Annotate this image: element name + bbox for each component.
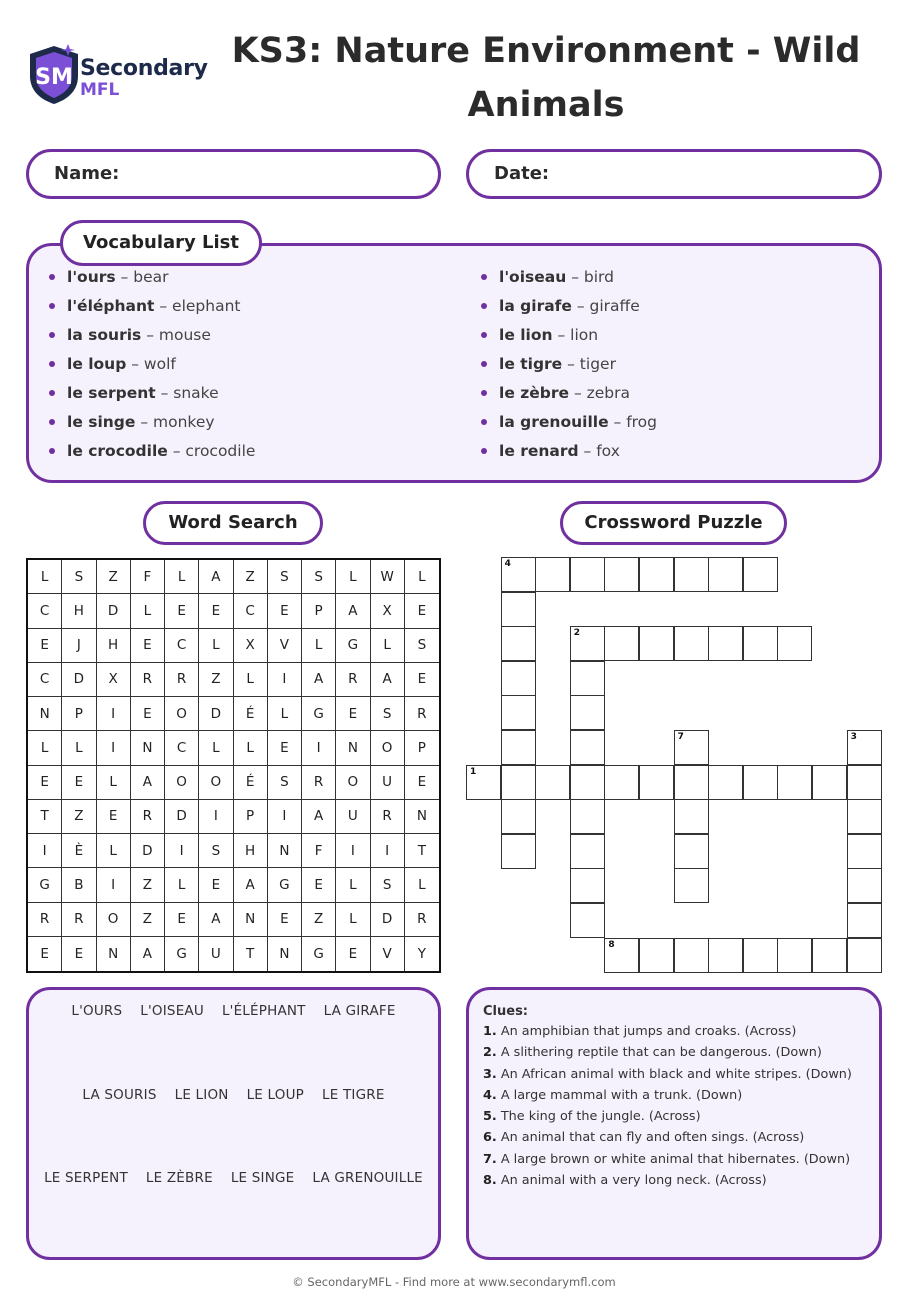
word-bank-item: L'OISEAU bbox=[140, 1003, 204, 1019]
vocabulary-heading: Vocabulary List bbox=[60, 220, 262, 266]
name-field[interactable] bbox=[26, 149, 441, 199]
word-search-cell[interactable]: T bbox=[405, 834, 439, 868]
word-search-cell[interactable]: O bbox=[371, 731, 405, 765]
crossword-cell[interactable] bbox=[812, 938, 847, 973]
word-search-cell[interactable]: C bbox=[28, 663, 62, 697]
word-search-cell[interactable]: P bbox=[302, 594, 336, 628]
crossword-cell[interactable] bbox=[847, 765, 882, 800]
word-search-cell[interactable]: E bbox=[165, 594, 199, 628]
crossword-cell[interactable] bbox=[501, 557, 536, 592]
word-search-cell[interactable]: C bbox=[165, 629, 199, 663]
word-search-cell[interactable]: R bbox=[165, 663, 199, 697]
vocab-item: l'ours – bear bbox=[49, 266, 255, 295]
word-search-cell[interactable]: U bbox=[336, 800, 370, 834]
word-search-cell[interactable]: L bbox=[165, 868, 199, 902]
crossword-cell[interactable] bbox=[501, 834, 536, 869]
crossword-heading: Crossword Puzzle bbox=[560, 501, 787, 545]
word-search-cell[interactable]: I bbox=[97, 731, 131, 765]
word-search-cell[interactable]: A bbox=[302, 800, 336, 834]
word-bank-item: LE SERPENT bbox=[44, 1170, 128, 1186]
crossword-cell[interactable] bbox=[639, 765, 674, 800]
crossword-cell[interactable] bbox=[708, 626, 743, 661]
clue-item: 1. An amphibian that jumps and croaks. (Across) bbox=[483, 1024, 797, 1039]
vocab-item: la grenouille – frog bbox=[481, 411, 657, 440]
vocab-column-right bbox=[481, 266, 657, 469]
word-search-cell[interactable]: G bbox=[268, 868, 302, 902]
word-search-cell[interactable]: E bbox=[268, 903, 302, 937]
clue-item: 5. The king of the jungle. (Across) bbox=[483, 1109, 701, 1125]
vocab-item: le crocodile – crocodile bbox=[49, 440, 255, 469]
word-search-cell[interactable]: N bbox=[131, 731, 165, 765]
word-search-cell[interactable]: D bbox=[199, 697, 233, 731]
word-search-cell[interactable]: G bbox=[165, 937, 199, 971]
word-search-cell[interactable]: G bbox=[28, 868, 62, 902]
word-bank-row bbox=[29, 1170, 438, 1186]
crossword-cell[interactable] bbox=[570, 557, 605, 592]
word-search-cell[interactable]: L bbox=[336, 903, 370, 937]
word-search-cell[interactable]: D bbox=[371, 903, 405, 937]
word-search-cell[interactable]: R bbox=[336, 663, 370, 697]
word-search-cell[interactable]: N bbox=[268, 937, 302, 971]
word-search-cell[interactable]: S bbox=[405, 629, 439, 663]
crossword-cell[interactable] bbox=[847, 834, 882, 869]
word-search-cell[interactable]: L bbox=[97, 766, 131, 800]
crossword-clue-number: 3 bbox=[850, 732, 857, 742]
word-search-cell[interactable]: Y bbox=[417, 945, 426, 962]
word-search-cell[interactable]: L bbox=[199, 629, 233, 663]
word-search-cell[interactable]: N bbox=[336, 731, 370, 765]
crossword-cell[interactable] bbox=[743, 765, 778, 800]
crossword-cell[interactable] bbox=[535, 765, 570, 800]
crossword-clue-number: 2 bbox=[573, 628, 581, 639]
vocab-item: l'éléphant – elephant bbox=[49, 295, 255, 324]
crossword-cell[interactable] bbox=[708, 938, 743, 973]
vocab-item: la souris – mouse bbox=[49, 324, 255, 353]
word-search-cell[interactable]: L bbox=[97, 834, 131, 868]
word-search-cell[interactable]: A bbox=[234, 868, 268, 902]
word-search-cell[interactable]: C bbox=[28, 594, 62, 628]
word-search-cell[interactable]: E bbox=[28, 766, 62, 800]
word-search-cell[interactable]: E bbox=[131, 629, 165, 663]
word-search-heading: Word Search bbox=[143, 501, 323, 545]
crossword-cell[interactable] bbox=[604, 765, 639, 800]
word-search-cell[interactable]: L bbox=[336, 560, 370, 594]
word-search-cell[interactable]: R bbox=[302, 766, 336, 800]
crossword-cell[interactable] bbox=[847, 799, 882, 834]
vocab-item: le zèbre – zebra bbox=[481, 382, 657, 411]
word-search-cell[interactable]: I bbox=[199, 800, 233, 834]
crossword-cell[interactable] bbox=[674, 557, 709, 592]
word-search-cell[interactable]: R bbox=[405, 697, 439, 731]
clue-item: 2. A slithering reptile that can be dangerous. (Down) bbox=[483, 1045, 822, 1061]
word-search-cell[interactable]: L bbox=[234, 731, 268, 765]
vocab-item: le loup – wolf bbox=[49, 353, 255, 382]
word-search-cell[interactable]: E bbox=[28, 937, 62, 971]
word-search-cell[interactable]: I bbox=[302, 731, 336, 765]
word-search-cell[interactable]: C bbox=[165, 731, 199, 765]
word-search-cell[interactable]: Z bbox=[62, 800, 96, 834]
word-search-cell[interactable]: L bbox=[28, 560, 62, 594]
crossword-cell[interactable] bbox=[674, 868, 709, 903]
crossword-cell[interactable] bbox=[501, 592, 536, 627]
word-search-cell[interactable]: P bbox=[405, 731, 439, 765]
crossword-cell[interactable] bbox=[570, 903, 605, 938]
word-search-cell[interactable]: R bbox=[405, 903, 439, 937]
crossword-cell[interactable] bbox=[570, 626, 605, 661]
word-search-cell[interactable]: X bbox=[234, 629, 268, 663]
word-search-cell[interactable]: L bbox=[234, 663, 268, 697]
word-search-cell[interactable]: Z bbox=[131, 868, 165, 902]
word-search-cell[interactable]: L bbox=[405, 560, 439, 594]
word-search-cell[interactable]: E bbox=[97, 800, 131, 834]
word-search-cell[interactable]: N bbox=[97, 937, 131, 971]
word-bank-item: LA GRENOUILLE bbox=[312, 1170, 423, 1186]
crossword-cell[interactable] bbox=[501, 626, 536, 661]
crossword-clue-number: 1 bbox=[470, 766, 477, 777]
vocab-item: le renard – fox bbox=[481, 440, 657, 469]
word-search-cell[interactable]: U bbox=[371, 766, 405, 800]
word-search-cell[interactable]: V bbox=[371, 937, 405, 971]
vocab-item: le lion – lion bbox=[481, 324, 657, 353]
word-search-cell[interactable]: A bbox=[371, 663, 405, 697]
word-search-cell[interactable]: E bbox=[131, 697, 165, 731]
crossword-cell[interactable] bbox=[674, 834, 709, 869]
crossword-cell[interactable] bbox=[847, 730, 882, 765]
word-bank-item: LA GIRAFE bbox=[323, 1003, 396, 1019]
logo bbox=[28, 42, 218, 108]
crossword-cell[interactable] bbox=[639, 557, 674, 592]
word-search-cell[interactable]: I bbox=[371, 834, 405, 868]
crossword-cell[interactable] bbox=[501, 765, 536, 800]
word-search-cell[interactable]: O bbox=[165, 697, 199, 731]
word-search-cell[interactable]: A bbox=[302, 663, 336, 697]
word-search-cell[interactable]: D bbox=[97, 594, 131, 628]
crossword-cell[interactable] bbox=[743, 557, 778, 592]
word-search-cell[interactable]: N bbox=[405, 800, 439, 834]
word-search-cell[interactable]: É bbox=[234, 766, 268, 800]
crossword-cell[interactable] bbox=[535, 557, 570, 592]
word-search-cell[interactable]: P bbox=[234, 800, 268, 834]
word-bank-panel bbox=[26, 987, 441, 1260]
date-field[interactable] bbox=[466, 149, 882, 199]
word-search-cell[interactable]: I bbox=[28, 834, 62, 868]
word-search-cell[interactable]: G bbox=[336, 629, 370, 663]
clues-title: Clues: bbox=[483, 1004, 529, 1019]
crossword-clue-number: 4 bbox=[504, 559, 511, 569]
word-search-cell[interactable]: A bbox=[131, 937, 165, 971]
word-search-cell[interactable]: R bbox=[131, 800, 165, 834]
crossword-cell[interactable] bbox=[674, 765, 709, 800]
word-search-cell[interactable]: R bbox=[371, 800, 405, 834]
word-search-cell[interactable]: U bbox=[199, 937, 233, 971]
svg-text:SM: SM bbox=[35, 65, 73, 90]
crossword-clue-number: 8 bbox=[608, 939, 615, 950]
word-search-cell[interactable]: E bbox=[405, 594, 439, 628]
word-search-cell[interactable]: O bbox=[199, 766, 233, 800]
word-search-cell[interactable]: J bbox=[62, 629, 96, 663]
word-search-cell[interactable]: S bbox=[268, 560, 302, 594]
word-search-cell[interactable]: N bbox=[234, 903, 268, 937]
word-search-cell[interactable]: Z bbox=[199, 663, 233, 697]
crossword-cell[interactable] bbox=[570, 868, 605, 903]
word-search-cell[interactable]: X bbox=[97, 663, 131, 697]
logo-shield-icon bbox=[28, 42, 80, 108]
clue-item: 3. An African animal with black and white stripes. (Down) bbox=[483, 1066, 852, 1082]
vocabulary-panel bbox=[26, 243, 882, 483]
word-search-cell[interactable]: P bbox=[62, 697, 96, 731]
crossword-cell[interactable] bbox=[708, 765, 743, 800]
word-search-cell[interactable]: O bbox=[336, 766, 370, 800]
word-search-cell[interactable]: C bbox=[234, 594, 268, 628]
footer: © SecondaryMFL - Find more at www.secondarymfl.com bbox=[292, 1275, 616, 1289]
word-search-cell[interactable]: E bbox=[405, 663, 439, 697]
word-search-cell[interactable]: S bbox=[371, 697, 405, 731]
clue-item: 4. A large mammal with a trunk. (Down) bbox=[483, 1087, 743, 1103]
crossword-cell[interactable] bbox=[501, 799, 536, 834]
word-search-cell[interactable]: I bbox=[268, 800, 302, 834]
word-search-cell[interactable]: I bbox=[268, 663, 302, 697]
crossword-cell[interactable] bbox=[743, 938, 778, 973]
crossword-cell[interactable] bbox=[674, 730, 709, 765]
word-bank-row bbox=[29, 1003, 438, 1019]
word-search-cell[interactable]: V bbox=[268, 629, 302, 663]
crossword-cell[interactable] bbox=[604, 557, 639, 592]
vocab-item: l'oiseau – bird bbox=[481, 266, 657, 295]
word-bank-row bbox=[29, 1087, 438, 1103]
word-search-cell[interactable]: L bbox=[62, 731, 96, 765]
word-search-cell[interactable]: E bbox=[62, 766, 96, 800]
word-search-cell[interactable]: F bbox=[131, 560, 165, 594]
word-search-cell[interactable]: È bbox=[62, 834, 96, 868]
word-search-cell[interactable]: L bbox=[199, 731, 233, 765]
crossword-cell[interactable] bbox=[604, 938, 639, 973]
vocab-column-left bbox=[49, 266, 255, 469]
crossword-cell[interactable] bbox=[639, 626, 674, 661]
word-search-cell[interactable]: O bbox=[97, 903, 131, 937]
word-search-cell[interactable]: L bbox=[371, 629, 405, 663]
crossword-cell[interactable] bbox=[570, 661, 605, 696]
word-bank-item: L'OURS bbox=[71, 1003, 123, 1019]
crossword-cell[interactable] bbox=[777, 626, 812, 661]
crossword-cell[interactable] bbox=[812, 765, 847, 800]
word-search-cell[interactable]: I bbox=[336, 834, 370, 868]
word-search-cell[interactable]: G bbox=[302, 697, 336, 731]
crossword-cell[interactable] bbox=[466, 765, 501, 800]
word-search-cell[interactable]: T bbox=[234, 937, 268, 971]
word-search-cell[interactable]: B bbox=[62, 868, 96, 902]
clue-item: 7. A large brown or white animal that hibernates. (Down) bbox=[483, 1151, 851, 1167]
logo-word-mfl: MFL bbox=[80, 80, 120, 100]
clues-list bbox=[483, 1023, 852, 1193]
crossword-cell[interactable] bbox=[501, 695, 536, 730]
word-search-cell[interactable]: E bbox=[336, 697, 370, 731]
word-search-cell[interactable]: S bbox=[199, 834, 233, 868]
word-search-cell[interactable]: Z bbox=[97, 560, 131, 594]
word-search-cell[interactable]: E bbox=[302, 868, 336, 902]
vocab-item: la girafe – giraffe bbox=[481, 295, 657, 324]
word-search-cell[interactable]: A bbox=[336, 594, 370, 628]
word-search-cell[interactable]: E bbox=[268, 594, 302, 628]
word-search-cell[interactable]: D bbox=[165, 800, 199, 834]
word-search-cell[interactable]: Z bbox=[131, 903, 165, 937]
crossword-cell[interactable] bbox=[570, 695, 605, 730]
crossword-cell[interactable] bbox=[570, 799, 605, 834]
word-search-cell[interactable]: N bbox=[268, 834, 302, 868]
word-search-cell[interactable]: L bbox=[268, 697, 302, 731]
word-search-cell[interactable]: I bbox=[97, 697, 131, 731]
word-bank-item: LE LION bbox=[174, 1087, 229, 1103]
page-title: KS3: Nature Environment - Wild Animals bbox=[231, 31, 861, 125]
word-bank-item: LE TIGRE bbox=[322, 1087, 385, 1103]
word-search-cell[interactable]: S bbox=[302, 560, 336, 594]
word-search-cell[interactable]: Z bbox=[234, 560, 268, 594]
word-search-cell[interactable]: R bbox=[28, 903, 62, 937]
word-search-cell[interactable]: S bbox=[62, 560, 96, 594]
crossword-cell[interactable] bbox=[674, 626, 709, 661]
word-search-cell[interactable]: A bbox=[199, 560, 233, 594]
word-search-cell[interactable]: E bbox=[199, 868, 233, 902]
crossword-cell[interactable] bbox=[847, 938, 882, 973]
word-search-cell[interactable]: L bbox=[336, 868, 370, 902]
word-search-cell[interactable]: E bbox=[62, 937, 96, 971]
word-search-cell[interactable]: W bbox=[371, 560, 405, 594]
word-search-cell[interactable]: A bbox=[131, 766, 165, 800]
word-bank-item: L'ÉLÉPHANT bbox=[221, 1003, 306, 1019]
word-search-cell[interactable]: E bbox=[199, 594, 233, 628]
word-search-cell[interactable]: A bbox=[199, 903, 233, 937]
word-search-cell[interactable]: E bbox=[336, 937, 370, 971]
crossword-cell[interactable] bbox=[570, 834, 605, 869]
crossword-cell[interactable] bbox=[743, 626, 778, 661]
word-search-cell[interactable]: S bbox=[371, 868, 405, 902]
word-search-cell[interactable]: D bbox=[62, 663, 96, 697]
word-search-cell[interactable]: X bbox=[371, 594, 405, 628]
crossword-clue-number: 7 bbox=[677, 732, 684, 742]
word-search-cell[interactable]: H bbox=[97, 629, 131, 663]
date-label: Date: bbox=[494, 163, 550, 184]
crossword-cell[interactable] bbox=[501, 661, 536, 696]
word-search-cell[interactable]: E bbox=[165, 903, 199, 937]
word-search-cell[interactable]: I bbox=[165, 834, 199, 868]
word-search-cell[interactable]: N bbox=[28, 697, 62, 731]
crossword-cell[interactable] bbox=[570, 765, 605, 800]
word-search-cell[interactable]: L bbox=[28, 731, 62, 765]
word-search-cell[interactable]: R bbox=[131, 663, 165, 697]
word-search-cell[interactable]: H bbox=[234, 834, 268, 868]
word-search-cell[interactable]: É bbox=[234, 697, 268, 731]
crossword-cell[interactable] bbox=[570, 730, 605, 765]
logo-word-secondary: Secondary bbox=[80, 56, 208, 81]
word-search-cell[interactable]: E bbox=[405, 766, 439, 800]
word-search-cell[interactable]: Z bbox=[302, 903, 336, 937]
word-search-cell[interactable]: D bbox=[131, 834, 165, 868]
vocab-item: le serpent – snake bbox=[49, 382, 255, 411]
word-search-cell[interactable]: G bbox=[302, 937, 336, 971]
crossword-cell[interactable] bbox=[708, 557, 743, 592]
word-search-cell[interactable]: S bbox=[268, 766, 302, 800]
word-bank-item: LE ZÈBRE bbox=[145, 1170, 213, 1186]
vocab-item: le tigre – tiger bbox=[481, 353, 657, 382]
word-search-cell[interactable]: I bbox=[97, 868, 131, 902]
word-search-cell[interactable]: H bbox=[62, 594, 96, 628]
word-search-cell[interactable]: T bbox=[28, 800, 62, 834]
clues-panel bbox=[466, 987, 882, 1260]
crossword-cell[interactable] bbox=[639, 938, 674, 973]
vocab-item: le singe – monkey bbox=[49, 411, 255, 440]
crossword-grid bbox=[466, 557, 882, 973]
crossword-cell[interactable] bbox=[674, 938, 709, 973]
word-search-cell[interactable]: L bbox=[302, 629, 336, 663]
crossword-cell[interactable] bbox=[777, 765, 812, 800]
word-search-cell[interactable]: E bbox=[28, 629, 62, 663]
word-bank-item: LE SINGE bbox=[230, 1170, 295, 1186]
word-search-cell[interactable]: L bbox=[165, 560, 199, 594]
word-search-cell[interactable]: L bbox=[131, 594, 165, 628]
word-search-cell[interactable]: L bbox=[405, 868, 439, 902]
crossword-cell[interactable] bbox=[847, 903, 882, 938]
crossword-cell[interactable] bbox=[604, 626, 639, 661]
crossword-cell[interactable] bbox=[777, 938, 812, 973]
word-search-cell[interactable]: F bbox=[302, 834, 336, 868]
word-search-cell[interactable]: O bbox=[165, 766, 199, 800]
word-search-cell[interactable]: E bbox=[268, 731, 302, 765]
word-bank-item: LA SOURIS bbox=[82, 1087, 157, 1103]
clue-item: 8. An animal with a very long neck. (Across) bbox=[483, 1173, 767, 1189]
name-label: Name: bbox=[54, 163, 120, 184]
crossword-cell[interactable] bbox=[847, 868, 882, 903]
clue-item: 6. An animal that can fly and often sings. (Across) bbox=[483, 1130, 805, 1146]
crossword-cell[interactable] bbox=[501, 730, 536, 765]
word-bank-item: LE LOUP bbox=[246, 1087, 305, 1103]
word-search-grid bbox=[26, 558, 441, 973]
crossword-cell[interactable] bbox=[674, 799, 709, 834]
word-search-cell[interactable]: R bbox=[62, 903, 96, 937]
